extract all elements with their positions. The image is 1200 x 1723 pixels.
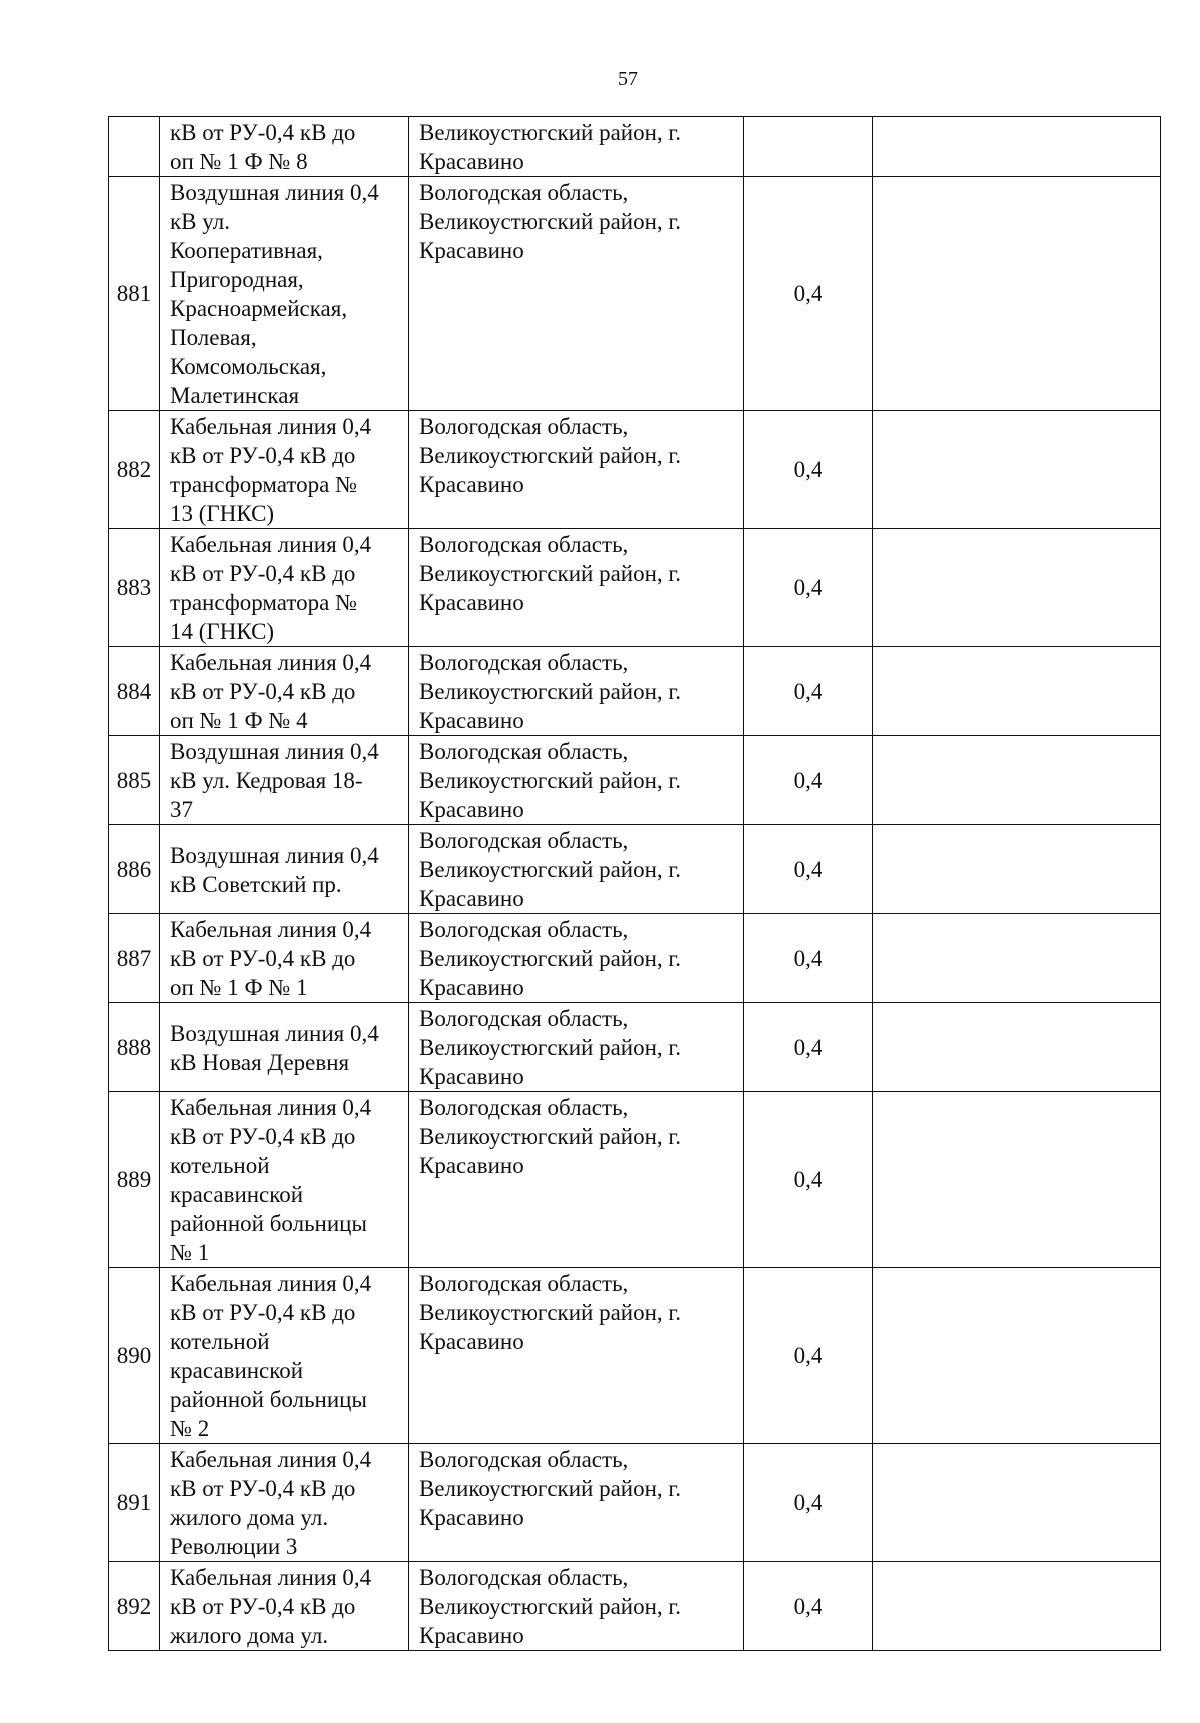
extra-cell [873,1268,1161,1444]
page-number: 57 [618,68,638,90]
object-address: Вологодская область, Великоустюгский район, г. Красавино [409,1444,744,1562]
extra-cell [873,529,1161,647]
object-address: Вологодская область, Великоустюгский район, г. Красавино [409,1562,744,1651]
table-row [109,411,1161,529]
table-row [109,647,1161,736]
row-number: 887 [109,914,160,1003]
registry-table [108,116,1161,1651]
table-row [109,529,1161,647]
row-number: 888 [109,1003,160,1092]
object-address: Великоустюгский район, г. Красавино [409,117,744,177]
row-number: 883 [109,529,160,647]
voltage-cell: 0,4 [744,1562,873,1651]
object-address: Вологодская область, Великоустюгский район, г. Красавино [409,736,744,825]
extra-cell [873,825,1161,914]
table-row [109,914,1161,1003]
row-number: 889 [109,1092,160,1268]
object-address: Вологодская область, Великоустюгский район, г. Красавино [409,411,744,529]
row-number: 884 [109,647,160,736]
voltage-cell: 0,4 [744,736,873,825]
extra-cell [873,411,1161,529]
object-name: Воздушная линия 0,4 кВ Советский пр. [160,825,409,914]
table-row [109,1562,1161,1651]
voltage-cell: 0,4 [744,1444,873,1562]
object-address: Вологодская область, Великоустюгский район, г. Красавино [409,1268,744,1444]
object-name: кВ от РУ-0,4 кВ до оп № 1 Ф № 8 [160,117,409,177]
table-row [109,1444,1161,1562]
extra-cell [873,1092,1161,1268]
object-name: Воздушная линия 0,4 кВ ул. Кооперативная, Пригородная, Красноармейская, Полевая, Комсомольская, Малетинская [160,177,409,411]
row-number: 886 [109,825,160,914]
row-number: 891 [109,1444,160,1562]
row-number: 892 [109,1562,160,1651]
extra-cell [873,647,1161,736]
object-name: Воздушная линия 0,4 кВ Новая Деревня [160,1003,409,1092]
voltage-cell: 0,4 [744,411,873,529]
table-row [109,1268,1161,1444]
voltage-cell: 0,4 [744,914,873,1003]
object-address: Вологодская область, Великоустюгский район, г. Красавино [409,914,744,1003]
object-address: Вологодская область, Великоустюгский район, г. Красавино [409,647,744,736]
table-row [109,736,1161,825]
row-number: 881 [109,177,160,411]
object-name: Кабельная линия 0,4 кВ от РУ-0,4 кВ до трансформатора № 14 (ГНКС) [160,529,409,647]
row-number: 882 [109,411,160,529]
object-name: Кабельная линия 0,4 кВ от РУ-0,4 кВ до жилого дома ул. Революции 3 [160,1444,409,1562]
voltage-cell [744,117,873,177]
table-row [109,177,1161,411]
object-name: Кабельная линия 0,4 кВ от РУ-0,4 кВ до трансформатора № 13 (ГНКС) [160,411,409,529]
object-address: Вологодская область, Великоустюгский район, г. Красавино [409,1092,744,1268]
extra-cell [873,1562,1161,1651]
voltage-cell: 0,4 [744,177,873,411]
voltage-cell: 0,4 [744,529,873,647]
object-name: Кабельная линия 0,4 кВ от РУ-0,4 кВ до котельной красавинской районной больницы № 2 [160,1268,409,1444]
voltage-cell: 0,4 [744,1003,873,1092]
extra-cell [873,1444,1161,1562]
object-name: Кабельная линия 0,4 кВ от РУ-0,4 кВ до жилого дома ул. [160,1562,409,1651]
table-row [109,825,1161,914]
row-number: 890 [109,1268,160,1444]
object-address: Вологодская область, Великоустюгский район, г. Красавино [409,529,744,647]
table-row [109,1092,1161,1268]
object-address: Вологодская область, Великоустюгский район, г. Красавино [409,177,744,411]
object-name: Кабельная линия 0,4 кВ от РУ-0,4 кВ до котельной красавинской районной больницы № 1 [160,1092,409,1268]
voltage-cell: 0,4 [744,647,873,736]
object-name: Воздушная линия 0,4 кВ ул. Кедровая 18- 37 [160,736,409,825]
voltage-cell: 0,4 [744,825,873,914]
object-address: Вологодская область, Великоустюгский район, г. Красавино [409,1003,744,1092]
extra-cell [873,177,1161,411]
voltage-cell: 0,4 [744,1268,873,1444]
object-name: Кабельная линия 0,4 кВ от РУ-0,4 кВ до оп № 1 Ф № 4 [160,647,409,736]
object-name: Кабельная линия 0,4 кВ от РУ-0,4 кВ до оп № 1 Ф № 1 [160,914,409,1003]
object-address: Вологодская область, Великоустюгский район, г. Красавино [409,825,744,914]
table-row [109,1003,1161,1092]
extra-cell [873,736,1161,825]
row-number [109,117,160,177]
voltage-cell: 0,4 [744,1092,873,1268]
row-number: 885 [109,736,160,825]
extra-cell [873,914,1161,1003]
extra-cell [873,117,1161,177]
extra-cell [873,1003,1161,1092]
table-row [109,117,1161,177]
